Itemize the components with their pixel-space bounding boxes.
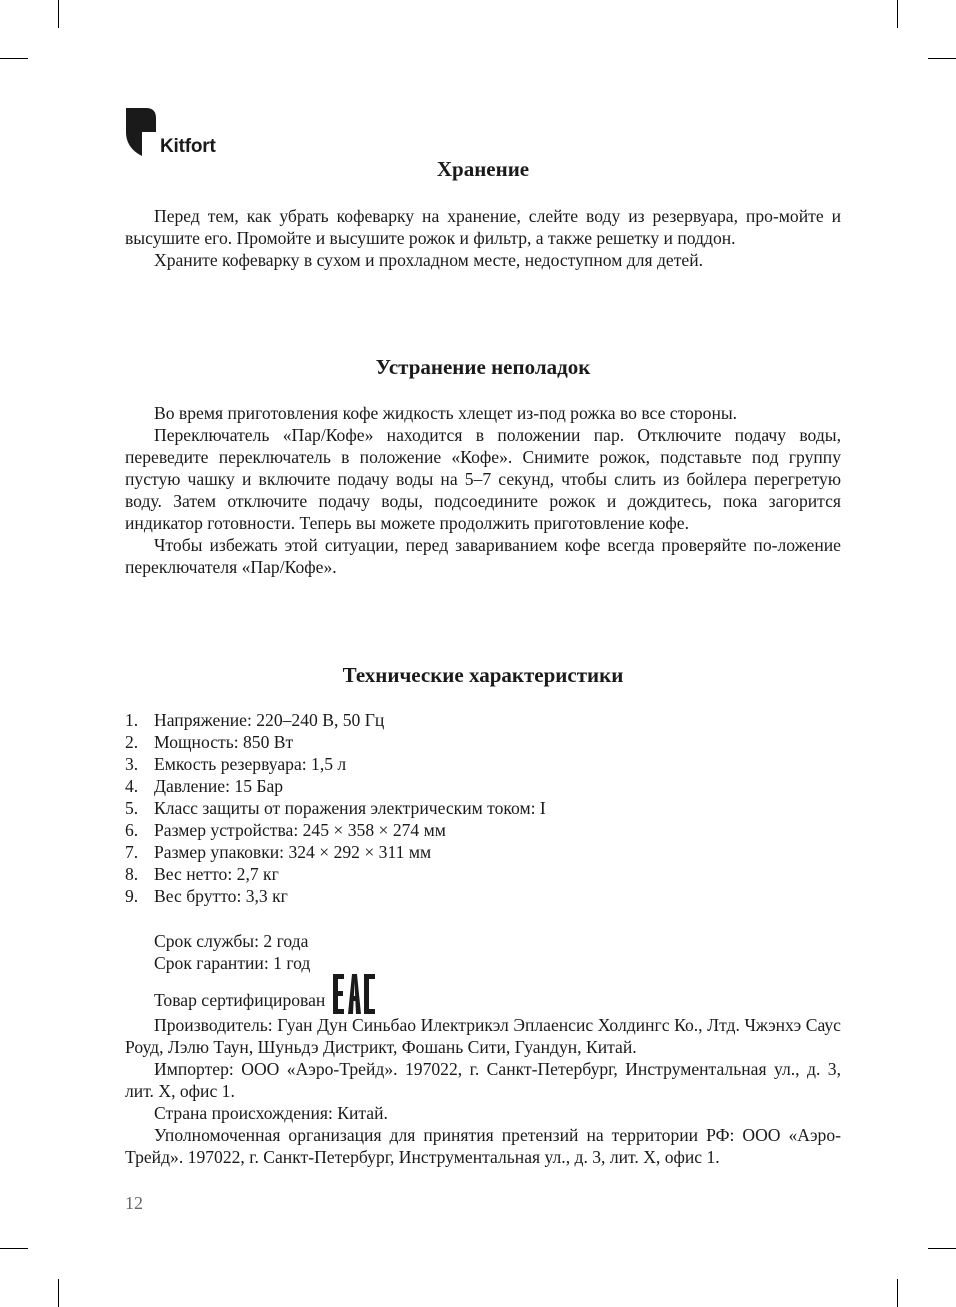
- list-item: 7. Размер упаковки: 324 × 292 × 311 мм: [125, 842, 432, 862]
- importer: Импортер: ООО «Аэро-Трейд». 197022, г. Санкт-Петербург, Инструментальная ул., д. 3, лит. Х, офис 1.: [125, 1059, 841, 1101]
- section-title-specs: Технические характеристики: [342, 663, 624, 687]
- list-item: 2. Мощность: 850 Вт: [125, 732, 294, 752]
- troubleshooting-paragraph: Переключатель «Пар/Кофе» находится в положении пар. Отключите подачу воды, переведите переключатель в положение «Кофе». Снимите рожок, подставьте под группу пустую чашку и включите подачу воды на 5–7 секунд, чтобы слить из бойлера перегретую воду. Затем отключите подачу воды, подсоедините рожок и дождитесь, пока загорится индикатор готовности. Теперь вы можете продолжить приготовление кофе.: [125, 425, 841, 533]
- list-item: 1. Напряжение: 220–240 В, 50 Гц: [125, 710, 385, 730]
- page-number: 12: [125, 1193, 143, 1213]
- list-item: 5. Класс защиты от поражения электрическим током: I: [125, 798, 546, 818]
- section-title-storage: Хранение: [436, 157, 530, 181]
- storage-paragraph: Перед тем, как убрать кофеварку на хранение, слейте воду из резервуара, про-мойте и высушите его. Промойте и высушите рожок и фильтр, а также решетку и поддон.: [125, 206, 841, 248]
- product-info: [125, 930, 841, 1168]
- list-item: 4. Давление: 15 Бар: [125, 776, 284, 796]
- kitfort-logo-icon: [126, 108, 156, 156]
- list-item: 3. Емкость резервуара: 1,5 л: [125, 754, 347, 774]
- list-item: 6. Размер устройства: 245 × 358 × 274 мм: [125, 820, 446, 840]
- troubleshooting-paragraph: Чтобы избежать этой ситуации, перед завариванием кофе всегда проверяйте по-ложение переключателя «Пар/Кофе».: [125, 535, 841, 577]
- manufacturer: Производитель: Гуан Дун Синьбао Илектрикэл Эплаенсис Холдингс Ко., Лтд. Чжэнхэ Саус Роуд, Лэлю Таун, Шуньдэ Дистрикт, Фошань Сити, Гуандун, Китай.: [125, 1015, 841, 1057]
- section-title-troubleshooting: Устранение неполадок: [375, 355, 591, 379]
- service-life: Срок службы: 2 года: [154, 931, 309, 951]
- brand-name: Kitfort: [160, 136, 216, 157]
- crop-mark: [0, 1248, 28, 1249]
- certification-line: [125, 974, 841, 1014]
- eac-mark-icon: [333, 974, 375, 1014]
- brand-logo: [126, 108, 216, 156]
- crop-mark: [0, 58, 28, 59]
- crop-mark: [58, 0, 59, 28]
- troubleshooting-section: [125, 402, 841, 578]
- crop-mark: [928, 58, 956, 59]
- country-of-origin: Страна происхождения: Китай.: [154, 1103, 388, 1123]
- certified-text: Товар сертифицирован: [154, 990, 326, 1010]
- authorized-organization: Уполномоченная организация для принятия претензий на территории РФ: ООО «Аэро-Трейд». 197022, г. Санкт-Петербург, Инструментальная ул., д. 3, лит. Х, офис 1.: [125, 1125, 841, 1167]
- warranty: Срок гарантии: 1 год: [154, 953, 311, 973]
- storage-section: [125, 205, 841, 271]
- storage-paragraph: Храните кофеварку в сухом и прохладном месте, недоступном для детей.: [154, 250, 704, 270]
- crop-mark: [897, 1279, 898, 1307]
- specs-list: [125, 709, 546, 907]
- crop-mark: [58, 1279, 59, 1307]
- troubleshooting-paragraph: Во время приготовления кофе жидкость хлещет из-под рожка во все стороны.: [154, 403, 738, 423]
- list-item: 9. Вес брутто: 3,3 кг: [125, 886, 288, 906]
- crop-mark: [928, 1248, 956, 1249]
- crop-mark: [897, 0, 898, 28]
- list-item: 8. Вес нетто: 2,7 кг: [125, 864, 279, 884]
